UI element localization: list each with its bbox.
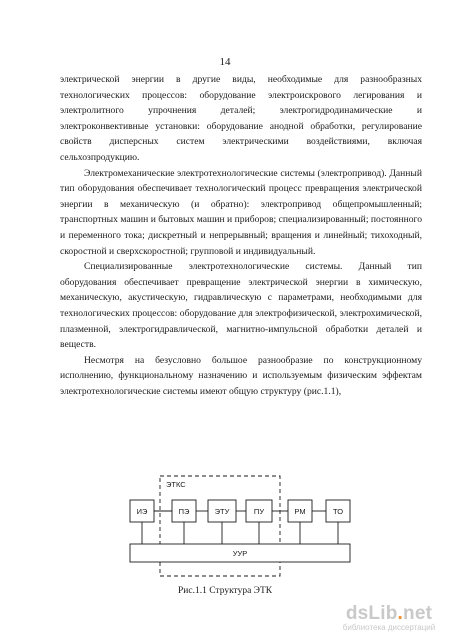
- watermark: [334, 603, 444, 632]
- etks-label: ЭТКС: [166, 480, 186, 489]
- block-etu-label: ЭТУ: [214, 507, 230, 516]
- watermark-logo-tld: net: [403, 603, 433, 624]
- block-uur-label: УУР: [232, 549, 248, 558]
- block-pu-label: ПУ: [253, 507, 265, 516]
- watermark-logo: [334, 603, 444, 625]
- figure-caption: Рис.1.1 Структура ЭТК: [178, 586, 273, 596]
- page-number: 14: [219, 56, 231, 68]
- block-to-label: ТО: [332, 507, 344, 516]
- structure-diagram: [120, 470, 360, 580]
- watermark-logo-dot: .: [397, 603, 404, 624]
- watermark-logo-main: dsLib: [345, 603, 398, 624]
- paragraph: электрической энергии в другие виды, необходимые для разнообразных технологических процессов: оборудование электроискрового легирования и электролитного упрочнения деталей; электрогидродинамические и электроконвективные установки: оборудование анодной обработки, регулирование свойств дисперсных систем электрическими воздействиями, включая сельхозпродукцию.: [60, 74, 422, 163]
- block-rm-label: РМ: [294, 507, 306, 516]
- block-ie-label: ИЭ: [136, 507, 148, 516]
- body-text: [60, 72, 422, 399]
- paragraph: Электромеханические электротехнологические системы (электропривод). Данный тип оборудования обеспечивает технологический процесс превращения электрической энергии в механическую (и обратно): электропривод общепромышленный; транспортных машин и бытовых машин и приборов; специализированный; постоянного и переменного тока; дискретный и непрерывный; вращения и линейный; тихоходный, скоростной и сверхскоростной; групповой и индивидуальный.: [60, 167, 422, 257]
- paragraph: Специализированные электротехнологические системы. Данный тип оборудования обеспечивает превращение электрической энергии в химическую, механическую, акустическую, гидравлическую с параметрами, необходимыми для технологических процессов: оборудование для электрофизической, электрохимической, плазменной, электрогидравлической, магнитно-импульсной обработки деталей и веществ.: [60, 261, 422, 351]
- structure-diagram-svg: [120, 470, 360, 580]
- paragraph: Несмотря на безусловно большое разнообразие по конструкционному исполнению, функциональному назначению и используемым физическим эффектам электротехнологические системы имеют общую структуру (рис.1.1),: [60, 354, 422, 397]
- watermark-tagline: библиотека диссертаций: [342, 623, 436, 632]
- block-pe-label: ПЭ: [178, 507, 190, 516]
